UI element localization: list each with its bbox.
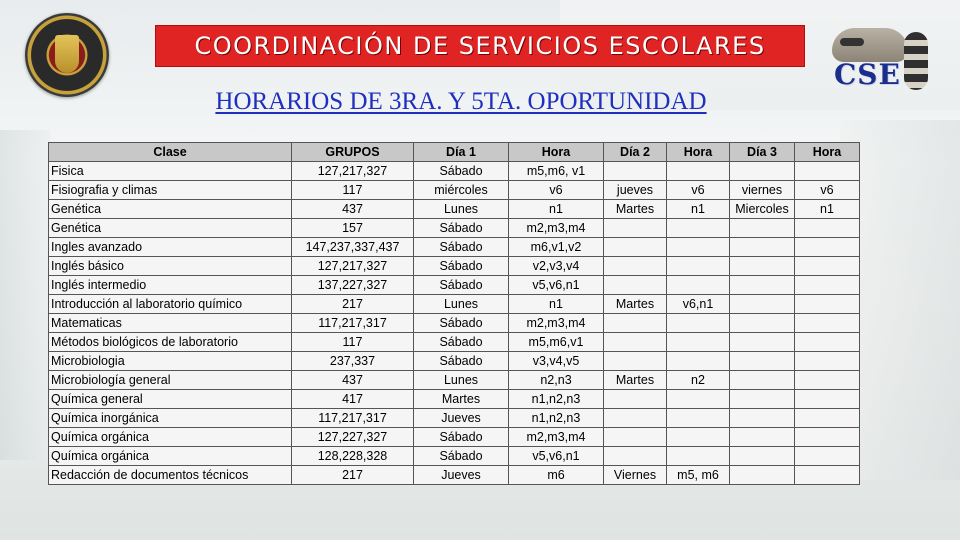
table-row [49,465,860,484]
table-cell: n2 [667,370,730,389]
column-header: Día 2 [604,143,667,162]
class-name-cell: Química inorgánica [49,408,292,427]
table-cell: v6 [667,180,730,199]
table-row [49,408,860,427]
table-cell [795,256,860,275]
table-cell: Martes [604,370,667,389]
class-name-cell: Fisiografia y climas [49,180,292,199]
table-cell: miércoles [414,180,509,199]
table-cell [667,332,730,351]
table-cell [667,408,730,427]
table-cell [667,237,730,256]
table-row [49,446,860,465]
table-row [49,237,860,256]
table-cell: m5,m6, v1 [509,161,604,180]
table-cell: Martes [604,294,667,313]
table-cell [795,218,860,237]
table-cell [795,332,860,351]
table-cell: m2,m3,m4 [509,427,604,446]
table-cell: Lunes [414,199,509,218]
table-cell: n1 [795,199,860,218]
table-cell: 217 [292,465,414,484]
class-name-cell: Redacción de documentos técnicos [49,465,292,484]
table-cell: n1 [509,199,604,218]
table-cell: n1 [509,294,604,313]
table-cell: viernes [730,180,795,199]
table-cell: Miercoles [730,199,795,218]
table-cell: Sábado [414,332,509,351]
table-cell [795,465,860,484]
class-name-cell: Inglés básico [49,256,292,275]
class-name-cell: Microbiologia [49,351,292,370]
table-cell [730,313,795,332]
table-cell [667,446,730,465]
title-banner [155,25,805,67]
seal-shield-icon [55,35,79,73]
table-cell: v5,v6,n1 [509,446,604,465]
table-cell: 128,228,328 [292,446,414,465]
class-name-cell: Microbiología general [49,370,292,389]
page-subtitle: HORARIOS DE 3RA. Y 5TA. OPORTUNIDAD [215,88,707,115]
table-cell: Jueves [414,408,509,427]
table-row [49,256,860,275]
table-cell: Martes [414,389,509,408]
table-cell [730,275,795,294]
class-name-cell: Inglés intermedio [49,275,292,294]
table-cell: 417 [292,389,414,408]
class-name-cell: Introducción al laboratorio químico [49,294,292,313]
table-cell [795,370,860,389]
table-cell: n1 [667,199,730,218]
table-cell [730,256,795,275]
table-cell: 127,217,327 [292,161,414,180]
table-cell [730,294,795,313]
column-header: Día 3 [730,143,795,162]
table-row [49,294,860,313]
column-header: Clase [49,143,292,162]
table-cell [667,427,730,446]
column-header: Hora [509,143,604,162]
table-cell [604,256,667,275]
table-cell: 147,237,337,437 [292,237,414,256]
table-row [49,389,860,408]
table-cell [667,256,730,275]
table-cell: v2,v3,v4 [509,256,604,275]
table-cell [604,218,667,237]
table-cell: n2,n3 [509,370,604,389]
table-cell [604,446,667,465]
table-cell: v6 [509,180,604,199]
background-wall-left [0,130,50,460]
table-cell [604,427,667,446]
table-cell [795,313,860,332]
table-cell [795,161,860,180]
table-cell: 117 [292,332,414,351]
university-seal-logo [25,13,109,97]
table-cell [730,389,795,408]
table-cell: jueves [604,180,667,199]
table-cell: 437 [292,199,414,218]
table-cell [667,351,730,370]
class-name-cell: Química orgánica [49,446,292,465]
table-cell: Sábado [414,275,509,294]
table-cell [730,446,795,465]
table-cell [604,389,667,408]
table-cell: v6,n1 [667,294,730,313]
table-cell: Jueves [414,465,509,484]
table-cell [795,427,860,446]
table-row [49,351,860,370]
table-cell [730,370,795,389]
schedule-table [48,142,860,485]
table-cell: v5,v6,n1 [509,275,604,294]
column-header: Hora [795,143,860,162]
table-row [49,218,860,237]
table-row [49,180,860,199]
table-row [49,313,860,332]
table-cell: m6,v1,v2 [509,237,604,256]
table-cell: 237,337 [292,351,414,370]
table-cell [795,237,860,256]
table-row [49,332,860,351]
table-cell [730,408,795,427]
column-header: Hora [667,143,730,162]
table-cell [604,332,667,351]
table-cell [795,294,860,313]
table-cell [795,351,860,370]
table-cell: 117 [292,180,414,199]
table-cell: Sábado [414,256,509,275]
table-cell: Sábado [414,218,509,237]
table-cell: 127,217,327 [292,256,414,275]
table-cell: Lunes [414,294,509,313]
table-cell: Lunes [414,370,509,389]
table-cell: 157 [292,218,414,237]
table-cell: Sábado [414,313,509,332]
table-cell [667,275,730,294]
table-row [49,161,860,180]
table-cell [604,161,667,180]
cse-logo [822,24,934,96]
table-cell: v3,v4,v5 [509,351,604,370]
table-cell: m5,m6,v1 [509,332,604,351]
column-header: GRUPOS [292,143,414,162]
table-cell [667,313,730,332]
table-cell [667,161,730,180]
table-cell [604,313,667,332]
table-cell [795,446,860,465]
table-cell: 117,217,317 [292,408,414,427]
table-cell: m6 [509,465,604,484]
class-name-cell: Genética [49,218,292,237]
table-cell: 137,227,327 [292,275,414,294]
table-cell [667,389,730,408]
table-cell [730,218,795,237]
table-cell: n1,n2,n3 [509,389,604,408]
cse-logo-text: CSE [834,58,901,91]
table-cell: 437 [292,370,414,389]
table-cell [604,408,667,427]
table-cell: Sábado [414,446,509,465]
table-cell [604,351,667,370]
table-cell [730,161,795,180]
table-cell [730,465,795,484]
table-cell: 117,217,317 [292,313,414,332]
table-cell: m2,m3,m4 [509,218,604,237]
table-cell: Sábado [414,427,509,446]
class-name-cell: Métodos biológicos de laboratorio [49,332,292,351]
table-cell [795,275,860,294]
class-name-cell: Genética [49,199,292,218]
table-row [49,275,860,294]
raccoon-mascot-icon [832,28,908,62]
class-name-cell: Química general [49,389,292,408]
table-cell: 217 [292,294,414,313]
table-cell: Sábado [414,351,509,370]
table-cell: m5, m6 [667,465,730,484]
banner-title: COORDINACIÓN DE SERVICIOS ESCOLARES [194,32,766,60]
table-cell [730,427,795,446]
table-cell: 127,227,327 [292,427,414,446]
class-name-cell: Química orgánica [49,427,292,446]
table-cell: Viernes [604,465,667,484]
table-cell: m2,m3,m4 [509,313,604,332]
table-header-row [49,143,860,162]
table-cell: Martes [604,199,667,218]
class-name-cell: Fisica [49,161,292,180]
table-row [49,370,860,389]
table-cell [730,332,795,351]
table-cell: v6 [795,180,860,199]
table-row [49,427,860,446]
raccoon-mask [840,38,864,46]
column-header: Día 1 [414,143,509,162]
table-row [49,199,860,218]
table-cell [667,218,730,237]
table-cell [730,351,795,370]
raccoon-tail-icon [904,32,928,90]
class-name-cell: Ingles avanzado [49,237,292,256]
table-body [49,161,860,484]
table-cell [795,389,860,408]
table-cell [730,237,795,256]
table-cell: Sábado [414,161,509,180]
table-cell: n1,n2,n3 [509,408,604,427]
table-cell [604,237,667,256]
table-cell [604,275,667,294]
table-cell [795,408,860,427]
table-cell: Sábado [414,237,509,256]
class-name-cell: Matematicas [49,313,292,332]
